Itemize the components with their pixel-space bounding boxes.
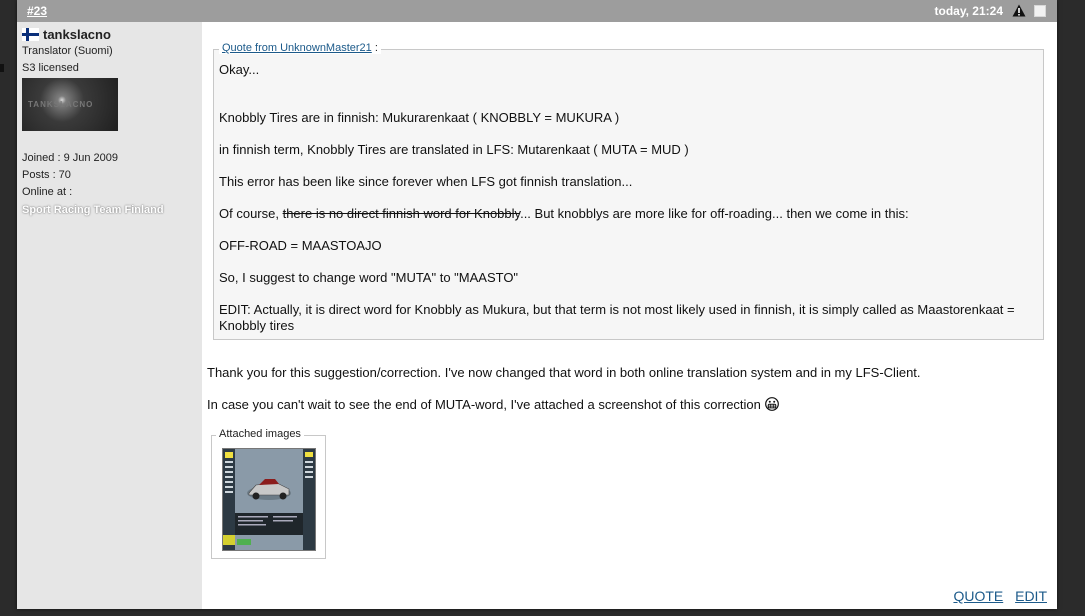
quote-text — [219, 62, 1037, 334]
user-posts: Posts : 70 — [22, 169, 71, 181]
quote-strikethrough-text: there is no direct finnish word for Knobbly — [282, 206, 521, 221]
warning-triangle-icon[interactable] — [1012, 4, 1026, 17]
quote-button[interactable]: QUOTE — [953, 588, 1004, 604]
quote-line: So, I suggest to change word "MUTA" to "MAASTO" — [219, 270, 519, 285]
post-timestamp: today, 21:24 — [934, 4, 1003, 18]
post-header — [17, 0, 1057, 22]
user-joined: Joined : 9 Jun 2009 — [22, 152, 119, 164]
quote-author: UnknownMaster21 — [280, 42, 372, 54]
user-role: Translator (Suomi) — [22, 45, 113, 57]
post-select-checkbox[interactable] — [1034, 5, 1046, 17]
quote-line: Knobbly Tires are in finnish: Mukurarenkaat ( KNOBBLY = MUKURA ) — [219, 110, 620, 125]
post-paragraph: Thank you for this suggestion/correction. I've now changed that word in both online translation system and in my LFS-Client. — [207, 365, 921, 380]
grin-smiley-icon — [765, 397, 779, 411]
quote-prefix: Quote from — [222, 42, 281, 54]
username-link[interactable]: tankslacno — [43, 27, 111, 42]
post-actions — [945, 588, 1047, 604]
quote-line: This error has been like since forever when LFS got finnish translation... — [219, 174, 633, 189]
avatar — [22, 78, 118, 131]
quote-line5-after: ... But knobblys are more like for off-roading... then we come in this: — [520, 206, 909, 221]
avatar-logo-text: TANKSLACNO — [28, 100, 94, 109]
edit-button[interactable]: EDIT — [1015, 588, 1047, 604]
attached-images-block — [211, 428, 326, 559]
quote-line: Okay... — [219, 62, 260, 77]
quote-line: OFF-ROAD = MAASTOAJO — [219, 238, 382, 253]
user-online-at: Online at : — [22, 186, 73, 198]
post-number-link[interactable]: #23 — [27, 4, 48, 18]
quote-header — [219, 42, 381, 54]
post-paragraph-text: In case you can't wait to see the end of MUTA-word, I've attached a screenshot of this correction — [207, 397, 761, 412]
finland-flag-icon — [22, 28, 39, 41]
quote-line: EDIT: Actually, it is direct word for Knobbly as Mukura, but that term is not most likely used in finnish, it is simply called as Maastorenkaat = Knobbly tires — [219, 302, 1015, 333]
post-content — [202, 22, 1057, 609]
attached-images-label: Attached images — [216, 428, 304, 440]
quote-block — [213, 42, 1044, 340]
attachment-thumbnail[interactable] — [222, 448, 316, 551]
quote-line: in finnish term, Knobbly Tires are translated in LFS: Mutarenkaat ( MUTA = MUD ) — [219, 142, 689, 157]
user-sidebar — [17, 22, 202, 609]
mouse-cursor — [0, 64, 4, 72]
quote-line5-before: Of course, — [219, 206, 283, 221]
quote-line — [219, 206, 1037, 222]
quote-author-link[interactable] — [222, 42, 372, 54]
user-license: S3 licensed — [22, 62, 79, 74]
post-paragraph — [207, 397, 779, 412]
user-team-link[interactable]: Sport Racing Team Finland — [22, 204, 164, 216]
quote-suffix: : — [371, 42, 378, 54]
forum-post — [17, 0, 1057, 609]
